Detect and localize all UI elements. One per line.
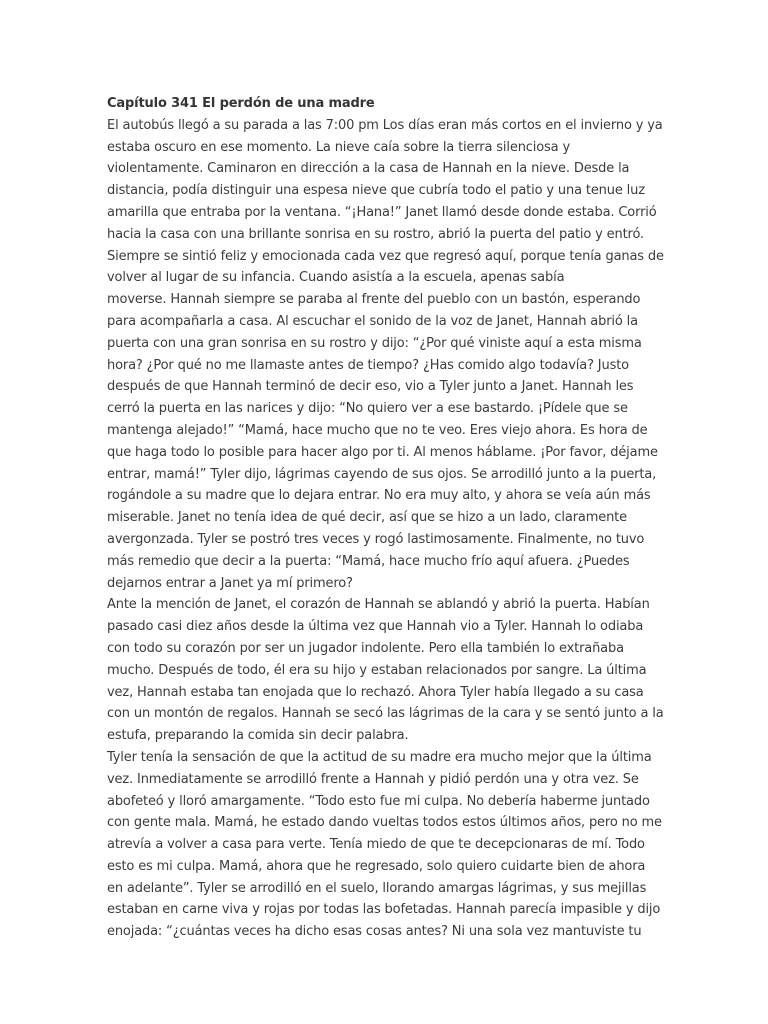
text-line: distancia, podía distinguir una espesa nieve que cubría todo el patio y una tenue luz <box>107 183 645 199</box>
document-page <box>107 93 667 943</box>
text-line: estaba oscuro en ese momento. La nieve caía sobre la tierra silenciosa y <box>107 139 571 155</box>
text-line: cerró la puerta en las narices y dijo: “No quiero ver a ese bastardo. ¡Pídele que se <box>107 401 628 417</box>
text-line: Tyler tenía la sensación de que la actitud de su madre era mucho mejor que la última <box>107 749 652 765</box>
text-line: mucho. Después de todo, él era su hijo y estaban relacionados por sangre. La última <box>107 662 647 678</box>
text-line: estaban en carne viva y rojas por todas las bofetadas. Hannah parecía impasible y dijo <box>107 902 661 918</box>
text-line: mantenga alejado!” “Mamá, hace mucho que no te veo. Eres viejo ahora. Es hora de <box>107 422 648 438</box>
text-line: amarilla que entraba por la ventana. “¡Hana!” Janet llamó desde donde estaba. Corrió <box>107 204 657 220</box>
text-line: dejarnos entrar a Janet ya mí primero? <box>107 575 353 591</box>
text-line: con un montón de regalos. Hannah se secó las lágrimas de la cara y se sentó junto a la <box>107 706 664 722</box>
text-line: esto es mi culpa. Mamá, ahora que he regresado, solo quiero cuidarte bien de ahora <box>107 858 646 874</box>
text-line: vez, Hannah estaba tan enojada que lo rechazó. Ahora Tyler había llegado a su casa <box>107 684 644 700</box>
text-line: abofeteó y lloró amargamente. “Todo esto fue mi culpa. No debería haberme juntado <box>107 793 650 809</box>
text-line: miserable. Janet no tenía idea de qué decir, así que se hizo a un lado, claramente <box>107 510 627 526</box>
text-line: volver al lugar de su infancia. Cuando asistía a la escuela, apenas sabía <box>107 270 565 286</box>
text-line: hacia la casa con una brillante sonrisa en su rostro, abrió la puerta del patio y entró. <box>107 226 645 242</box>
text-line: más remedio que decir a la puerta: “Mamá, hace mucho frío aquí afuera. ¿Puedes <box>107 553 630 569</box>
text-line: entrar, mamá!” Tyler dijo, lágrimas cayendo de sus ojos. Se arrodilló junto a la puerta, <box>107 466 657 482</box>
text-line: estufa, preparando la comida sin decir palabra. <box>107 728 409 744</box>
text-line: con gente mala. Mamá, he estado dando vueltas todos estos últimos años, pero no me <box>107 815 662 831</box>
text-line: violentamente. Caminaron en dirección a la casa de Hannah en la nieve. Desde la <box>107 161 630 177</box>
text-line: avergonzada. Tyler se postró tres veces y rogó lastimosamente. Finalmente, no tuvo <box>107 531 645 547</box>
text-line: para acompañarla a casa. Al escuchar el sonido de la voz de Janet, Hannah abrió la <box>107 313 638 329</box>
text-line: en adelante”. Tyler se arrodilló en el suelo, llorando amargas lágrimas, y sus mejillas <box>107 880 647 896</box>
text-line: moverse. Hannah siempre se paraba al frente del pueblo con un bastón, esperando <box>107 292 641 308</box>
text-line: enojada: “¿cuántas veces ha dicho esas cosas antes? Ni una sola vez mantuviste tu <box>107 924 642 940</box>
text-line: que haga todo lo posible para hacer algo por ti. Al menos háblame. ¡Por favor, déjame <box>107 444 658 460</box>
text-line: El autobús llegó a su parada a las 7:00 pm Los días eran más cortos en el invierno y ya <box>107 117 663 133</box>
text-line: puerta con una gran sonrisa en su rostro y dijo: “¿Por qué viniste aquí a esta misma <box>107 335 642 351</box>
text-line: hora? ¿Por qué no me llamaste antes de tiempo? ¿Has comido algo todavía? Justo <box>107 357 629 373</box>
text-line: vez. Inmediatamente se arrodilló frente a Hannah y pidió perdón una y otra vez. Se <box>107 771 639 787</box>
text-line: pasado casi diez años desde la última vez que Hannah vio a Tyler. Hannah lo odiaba <box>107 619 644 635</box>
text-line: atrevía a volver a casa para verte. Tenía miedo de que te decepcionaras de mí. Todo <box>107 837 645 853</box>
text-line: Ante la mención de Janet, el corazón de Hannah se ablandó y abrió la puerta. Habían <box>107 597 650 613</box>
text-line: después de que Hannah terminó de decir eso, vio a Tyler junto a Janet. Hannah les <box>107 379 634 395</box>
chapter-body <box>107 115 667 943</box>
text-line: Siempre se sintió feliz y emocionada cada vez que regresó aquí, porque tenía ganas de <box>107 248 664 264</box>
text-line: con todo su corazón por ser un jugador indolente. Pero ella también lo extrañaba <box>107 640 624 656</box>
text-line: rogándole a su madre que lo dejara entrar. No era muy alto, y ahora se veía aún más <box>107 488 651 504</box>
chapter-title: Capítulo 341 El perdón de una madre <box>107 96 375 111</box>
